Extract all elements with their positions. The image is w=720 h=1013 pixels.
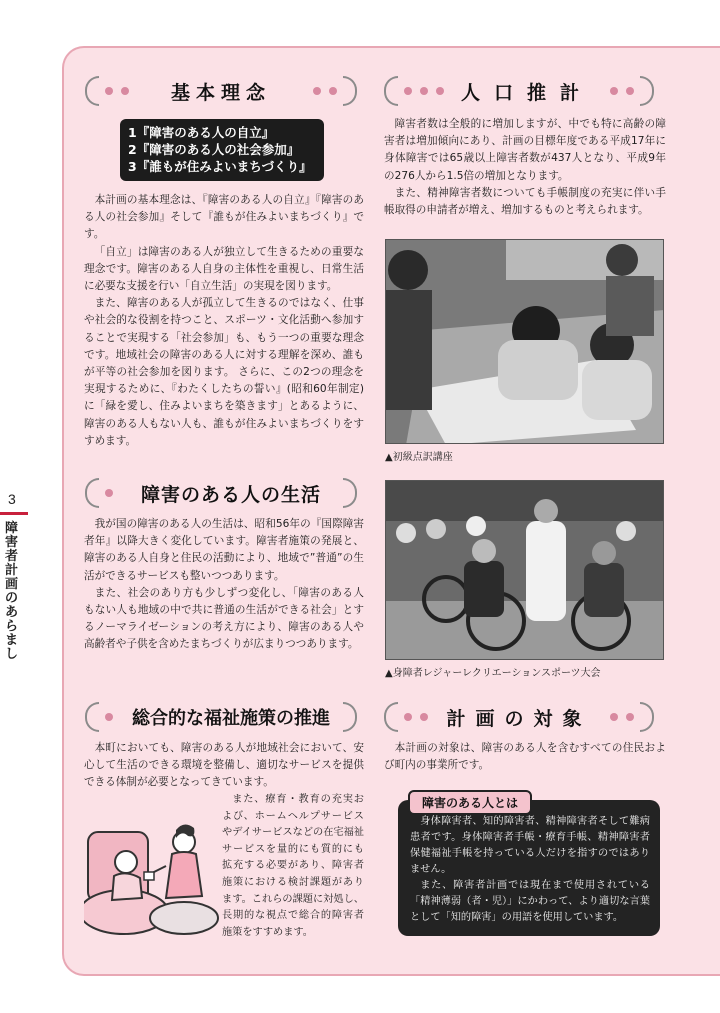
life-paragraph-2: また、社会のあり方も少しずつ変化し、「障害のある人もない人も地域の中で共に普通の生活ができる社会」とするノーマライゼーションの考え方により、障害のある人や高齢者や子供を含めたまちづくりが広まりつつあります。: [84, 586, 364, 651]
heading-target: [384, 700, 654, 734]
heading-population: [384, 74, 654, 108]
heading-life: [85, 476, 357, 510]
life-body: [84, 516, 364, 654]
basic-paragraph-1: 本計画の基本理念は、『障害のある人の自立』『障害のある人の社会参加』そして『誰もが住みよいまちづくり』です。: [84, 194, 364, 241]
definition-title: 障害のある人とは: [408, 790, 532, 815]
care-illustration: [84, 820, 220, 940]
welfare-body-1: [84, 740, 364, 792]
definition-paragraph-2: また、障害者計画では現在まで使用されている「精神薄弱（者・児）」にかわって、より適切な言葉として「知的障害」の用語を使用しています。: [410, 880, 650, 923]
heading-welfare-text: 総合的な福祉施策の推進: [132, 708, 330, 729]
photo-braille-class: [385, 239, 664, 444]
target-paragraph-1: 本計画の対象は、障害のある人を含むすべての住民および町内の事業所です。: [384, 742, 666, 772]
definition-box: [398, 800, 660, 936]
heading-basic-text: 基本理念: [170, 81, 271, 104]
basic-paragraph-3: また、障害のある人が孤立して生きるのではなく、仕事や社会的な役割を持つこと、スポーツ・文化活動へ参加することで実現する「社会参加」も、もう一つの重要な理念です。地域社会の障害のある人に対する理解を深め、誰もが平等の社会参加を図ります。 さらに、この2つの理念を実現するために、『わたくしたちの誓い』(昭和60年制定)に「緑を愛し、住みよいまちを築きます」とあるように、障害のある人もない人も、誰もが住みよいまちづくりをすすめます。: [84, 297, 364, 447]
life-paragraph-1: 我が国の障害のある人の生活は、昭和56年の『国際障害者年』以降大きく変化しています。障害者施策の発展と、障害のある人自身と住民の活動により、地域で”普通”の生活ができるサービスも整いつつあります。: [84, 518, 364, 582]
photo-sports-event: [385, 480, 664, 660]
definition-paragraph-1: 身体障害者、知的障害者、精神障害者そして難病患者です。身体障害者手帳・療育手帳、精神障害者保健福祉手帳を持っている人だけを指すのではありません。: [410, 816, 650, 875]
welfare-body-2: [222, 792, 364, 941]
basic-body: [84, 192, 364, 450]
page-number: 3: [8, 491, 16, 507]
population-paragraph-1: 障害者数は全般的に増加しますが、中でも特に高齢の障害者は増加傾向にあり、計画の目標年度である平成17年に身体障害では65歳以上障害者数が437人となり、平成9年の276人から1.5倍の増加となります。: [384, 118, 666, 182]
target-body: [384, 740, 666, 774]
principles-box: [120, 119, 324, 181]
welfare-paragraph-1: 本町においても、障害のある人が地域社会において、安心して生活のできる環境を整備し、適切なサービスを提供できる体制が必要となってきています。: [84, 742, 364, 789]
welfare-paragraph-2: また、療育・教育の充実および、ホームヘルプサービスやデイサービスなどの在宅福祉サービスを量的にも質的にも拡充する必要があり、障害者施策における検討課題があります。これらの課題に対処し、長期的な視点で総合的障害者施策をすすめます。: [222, 794, 364, 938]
principle-3: 3『誰もが住みよいまちづくり』: [128, 159, 312, 174]
principle-1: 1『障害のある人の自立』: [128, 125, 275, 140]
heading-welfare: [85, 700, 357, 734]
heading-basic: [85, 74, 357, 108]
heading-target-text: 計画の対象: [446, 707, 592, 730]
photo-braille-caption: ▲初級点訳講座: [385, 452, 453, 463]
population-body: [384, 116, 666, 219]
side-accent-bar: [0, 512, 28, 515]
basic-paragraph-2: 「自立」は障害のある人が独立して生きるための重要な理念です。障害のある人自身の主体性を重視し、日常生活に必要な支援を行い「自立生活」の実現を図ります。: [84, 245, 364, 293]
side-title: 障害者計画のあらまし: [5, 521, 19, 662]
photo-sports-caption: ▲身障者レジャーレクリエーションスポーツ大会: [385, 668, 601, 679]
population-paragraph-2: また、精神障害者数についても手帳制度の充実に伴い手帳取得の申請者が増え、増加するものと考えられます。: [384, 186, 666, 217]
principle-2: 2『障害のある人の社会参加』: [128, 142, 300, 157]
heading-life-text: 障害のある人の生活: [140, 483, 321, 506]
heading-population-text: 人口推計: [460, 81, 593, 104]
